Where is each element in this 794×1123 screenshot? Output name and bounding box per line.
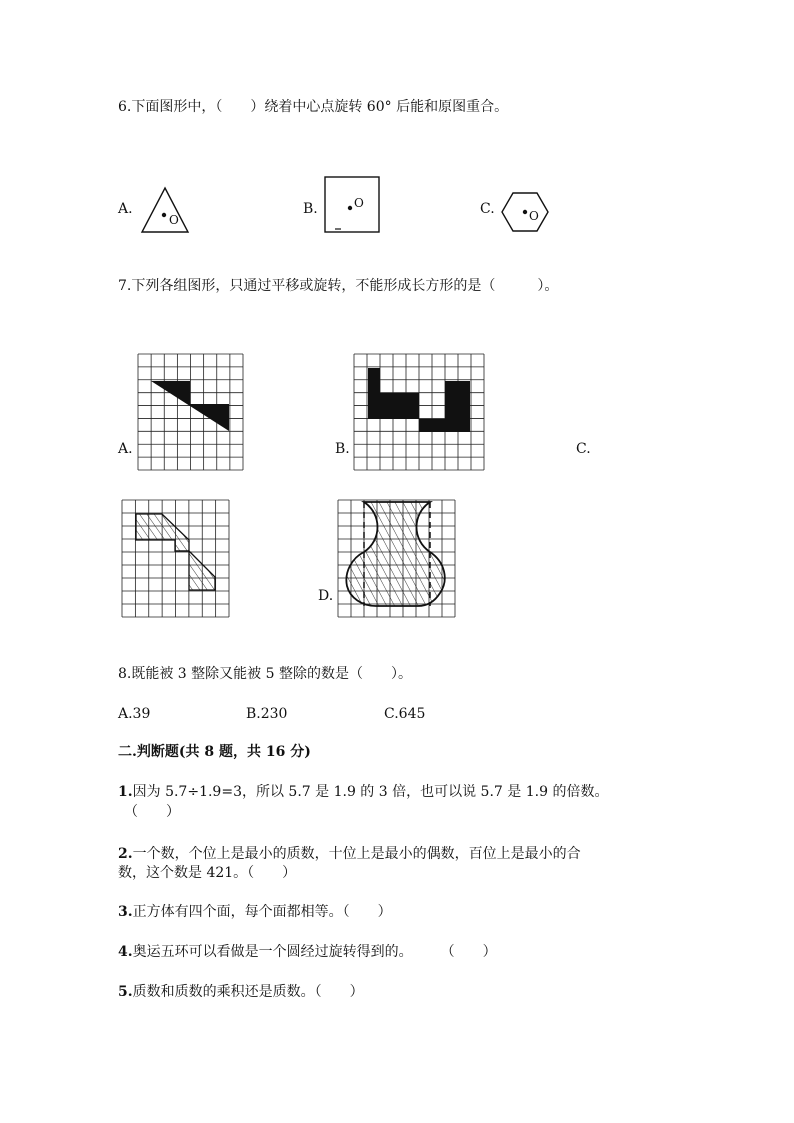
q8-stem: 8.既能被 3 整除又能被 5 整除的数是（ ）。 bbox=[118, 666, 412, 682]
judge-item-2-line2: 数，这个数是 421。（ ） bbox=[118, 865, 297, 881]
q6-option-b-label: B. bbox=[303, 201, 318, 217]
square-figure bbox=[324, 176, 380, 234]
judge-item-5 bbox=[118, 983, 364, 1001]
grid-figure-b bbox=[354, 354, 485, 471]
item-text: 质数和质数的乘积还是质数。（ ） bbox=[132, 984, 364, 1000]
q6-option-c-label: C. bbox=[480, 201, 495, 217]
q6-option-a-label: A. bbox=[118, 201, 133, 217]
grid-figure-c bbox=[122, 500, 230, 618]
judge-item-1 bbox=[118, 783, 608, 801]
q6-a-center-label: O bbox=[169, 213, 179, 227]
q7-option-c-label: C. bbox=[576, 441, 591, 457]
q6-b-center-label: O bbox=[354, 196, 364, 210]
item-number: 1. bbox=[118, 784, 133, 800]
item-number: 4. bbox=[118, 944, 133, 960]
q6-stem: 6.下面图形中，（ ）绕着中心点旋转 60° 后能和原图重合。 bbox=[118, 99, 509, 115]
judge-item-1-answer: （ ） bbox=[124, 804, 180, 820]
q7-stem: 7.下列各组图形，只通过平移或旋转，不能形成长方形的是（ ）。 bbox=[118, 278, 559, 294]
item-number: 3. bbox=[118, 904, 133, 920]
item-text: 一个数，个位上是最小的质数，十位上是最小的偶数，百位上是最小的合 bbox=[132, 846, 581, 862]
q7-option-a-label: A. bbox=[118, 441, 133, 457]
q8-option-c: C.645 bbox=[384, 706, 426, 722]
triangle-figure bbox=[140, 186, 190, 234]
item-text: 奥运五环可以看做是一个圆经过旋转得到的。 （ ） bbox=[132, 944, 497, 960]
item-number: 2. bbox=[118, 846, 133, 862]
hexagon-figure bbox=[501, 192, 549, 232]
judge-item-2 bbox=[118, 845, 581, 863]
judge-item-3 bbox=[118, 903, 392, 921]
grid-figure-d bbox=[338, 500, 456, 618]
grid-figure-a bbox=[138, 354, 244, 471]
q7-option-b-label: B. bbox=[335, 441, 350, 457]
judge-item-4 bbox=[118, 943, 497, 961]
q6-c-center-label: O bbox=[529, 209, 539, 223]
item-text: 因为 5.7÷1.9=3，所以 5.7 是 1.9 的 3 倍，也可以说 5.7 是 1.9 的倍数。 bbox=[132, 784, 609, 800]
item-number: 5. bbox=[118, 984, 133, 1000]
q8-option-b: B.230 bbox=[246, 706, 288, 722]
q7-option-d-label: D. bbox=[318, 588, 334, 604]
section-heading: 二.判断题(共 8 题，共 16 分) bbox=[118, 744, 311, 760]
item-text: 正方体有四个面，每个面都相等。（ ） bbox=[132, 904, 392, 920]
q8-option-a: A.39 bbox=[118, 706, 151, 722]
